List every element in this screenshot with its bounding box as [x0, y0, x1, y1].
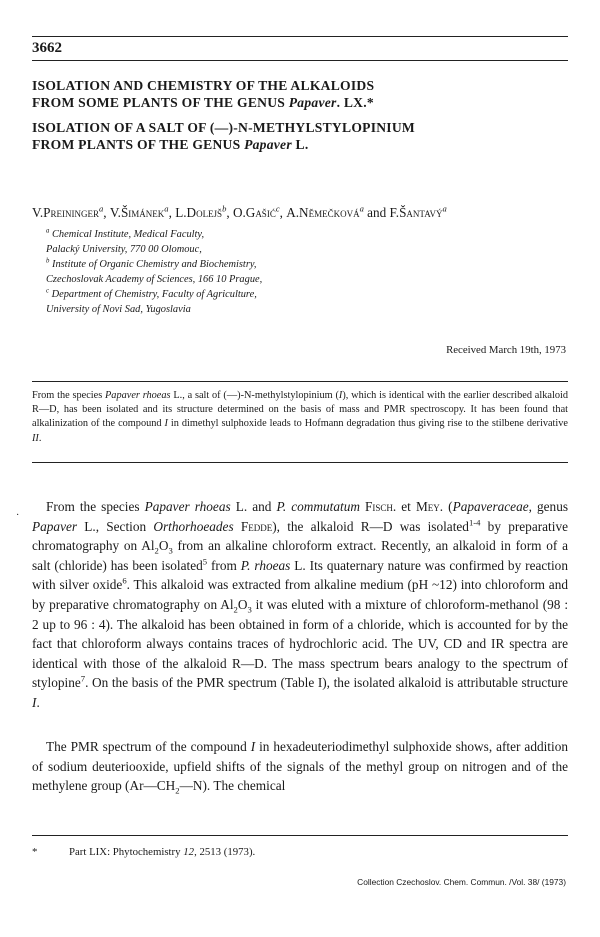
journal-citation: Collection Czechoslov. Chem. Commun. /Vol. 38/ (1973)	[357, 877, 566, 887]
footnote-rule	[32, 835, 568, 836]
main-title-line-2: FROM SOME PLANTS OF THE GENUS Papaver. LX.*	[32, 95, 374, 110]
affiliation-b-line-1: $^b$ Institute of Organic Chemistry and Biochemistry,	[46, 257, 257, 270]
affiliations	[46, 227, 262, 317]
affiliation-b-line-2: Czechoslovak Academy of Sciences, 166 10 Prague,	[46, 274, 263, 285]
author-list: V.Preininger$^a$, V.Šimánek$^a$, L.Dolejš$^b$, O.Gašić$^c$, A.Němečková$^a$ and F.Šantavý$^a$	[32, 203, 447, 220]
abstract-bottom-rule	[32, 462, 568, 463]
affiliation-a-line-2: Palacký University, 770 00 Olomouc,	[46, 244, 202, 255]
body-paragraph-2: The PMR spectrum of the compound I in hexadeuteriodimethyl sulphoxide shows, after addition of sodium deuteriooxide, upfield shifts of the signals of the methyl group on nitrogen and of the methylene group $(Ar—CH_2—N)$. The chemical	[32, 739, 568, 796]
main-title	[32, 77, 374, 111]
header-rule-bottom	[32, 60, 568, 61]
sub-title	[32, 119, 415, 153]
affiliation-a-line-1: $^a$ Chemical Institute, Medical Faculty,	[46, 227, 205, 240]
abstract: From the species Papaver rhoeas L., a salt of (—)-N-methylstylopinium (I), which is identical with the earlier described alkaloid R—D, has been isolated and its structure determined on the basis of mass and PMR spectroscopy. It has been found that alkalinization of the compound I in dimethyl sulphoxide leads to Hofmann degradation thus giving rise to the stilbene derivative II.	[32, 390, 568, 444]
affiliation-c-line-2: University of Novi Sad, Yugoslavia	[46, 304, 191, 315]
body-paragraph-1: From the species Papaver rhoeas L. and P. commutatum Fisch. et Mey. (Papaveraceae, genus Papaver L., Section Orthorhoeades Fedde), the alkaloid R—D was isolated$^{1-4}$ by preparative chromatography on $Al_2O_3$ from an alkaline chloroform extract. Recently, an alkaloid in form of a salt (chloride) has been isolated$^5$ from P. rhoeas L. Its quaternary nature was confirmed by reaction with silver oxide$^6$. This alkaloid was extracted from alkaline medium (pH ~12) into chloroform and by preparative chromatography on $Al_2O_3$ it was eluted with a mixture of chloroform-methanol (98 : 2 up to 96 : 4). The alkaloid has been obtained in form of a chloride, which is accounted for by the fact that chloroform always contains traces of hydrochloric acid. The UV, CD and IR spectra are identical with those of the alkaloid R—D. The mass spectrum bears analogy to the spectrum of stylopine$^7$. On the basis of the PMR spectrum (Table I), the isolated alkaloid is attributable structure I.	[32, 499, 569, 710]
page-number: 3662	[32, 40, 62, 56]
sub-title-line-1: ISOLATION OF A SALT OF (—)-N-METHYLSTYLOPINIUM	[32, 120, 415, 135]
header-rule	[32, 36, 568, 37]
footnote: * Part LIX: Phytochemistry 12, 2513 (1973).	[32, 846, 256, 858]
abstract-top-rule	[32, 381, 568, 382]
sub-title-line-2: FROM PLANTS OF THE GENUS Papaver L.	[32, 137, 309, 152]
received-date: Received March 19th, 1973	[446, 344, 566, 356]
margin-mark: ·	[16, 510, 20, 521]
main-title-line-1: ISOLATION AND CHEMISTRY OF THE ALKALOIDS	[32, 78, 375, 93]
affiliation-c-line-1: $^c$ Department of Chemistry, Faculty of Agriculture,	[46, 287, 257, 300]
